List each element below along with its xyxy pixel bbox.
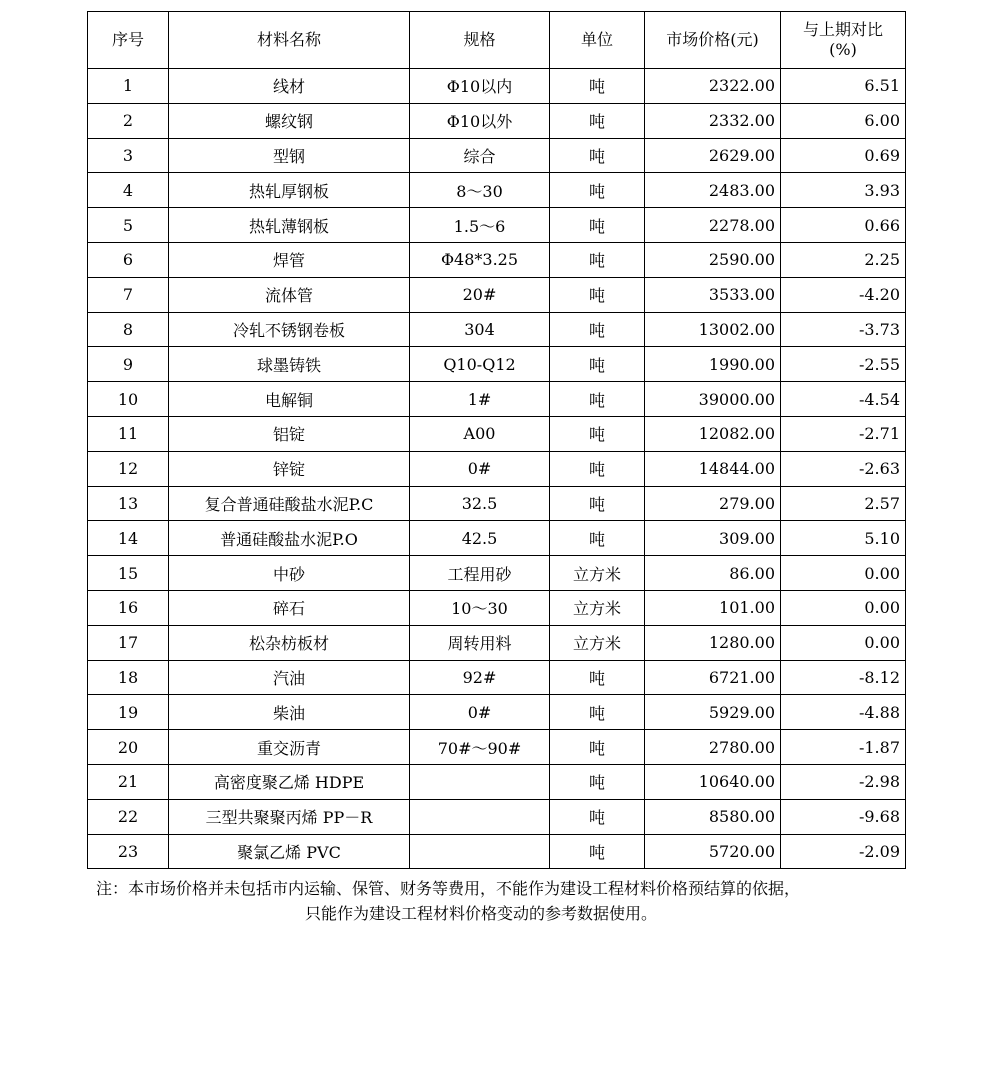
cell-unit: 吨 <box>550 764 645 799</box>
cell-material-name: 普通硅酸盐水泥P.O <box>169 521 410 556</box>
cell-unit: 吨 <box>550 382 645 417</box>
cell-unit: 立方米 <box>550 625 645 660</box>
cell-spec: 0# <box>410 451 550 486</box>
cell-unit: 吨 <box>550 521 645 556</box>
cell-unit: 吨 <box>550 486 645 521</box>
cell-material-name: 热轧薄钢板 <box>169 208 410 243</box>
header-row <box>88 12 906 69</box>
cell-spec <box>410 764 550 799</box>
cell-market-price: 10640.00 <box>645 764 781 799</box>
cell-unit: 吨 <box>550 730 645 765</box>
cell-spec <box>410 834 550 869</box>
table-row <box>88 799 906 834</box>
cell-change: -4.88 <box>781 695 906 730</box>
cell-seq: 12 <box>88 451 169 486</box>
header-unit: 单位 <box>550 12 645 69</box>
cell-unit: 吨 <box>550 208 645 243</box>
header-spec: 规格 <box>410 12 550 69</box>
cell-spec: 8～30 <box>410 173 550 208</box>
cell-spec: 70#～90# <box>410 730 550 765</box>
footnote-line2: 只能作为建设工程材料价格变动的参考数据使用。 <box>304 904 657 923</box>
header-seq: 序号 <box>88 12 169 69</box>
cell-spec: 工程用砂 <box>410 556 550 591</box>
cell-material-name: 热轧厚钢板 <box>169 173 410 208</box>
cell-material-name: 球墨铸铁 <box>169 347 410 382</box>
table-row <box>88 486 906 521</box>
cell-material-name: 螺纹钢 <box>169 103 410 138</box>
cell-material-name: 汽油 <box>169 660 410 695</box>
cell-spec: Q10-Q12 <box>410 347 550 382</box>
cell-market-price: 1990.00 <box>645 347 781 382</box>
table-row <box>88 625 906 660</box>
cell-change: -1.87 <box>781 730 906 765</box>
cell-material-name: 型钢 <box>169 138 410 173</box>
table-body <box>88 69 906 869</box>
cell-unit: 吨 <box>550 347 645 382</box>
cell-change: 0.00 <box>781 556 906 591</box>
header-change <box>781 12 906 69</box>
cell-material-name: 锌锭 <box>169 451 410 486</box>
cell-change: -2.71 <box>781 416 906 451</box>
cell-market-price: 1280.00 <box>645 625 781 660</box>
table-header <box>88 12 906 69</box>
cell-unit: 吨 <box>550 695 645 730</box>
price-table <box>87 11 906 869</box>
cell-unit: 吨 <box>550 277 645 312</box>
table-row <box>88 208 906 243</box>
cell-unit: 吨 <box>550 451 645 486</box>
cell-spec: 92# <box>410 660 550 695</box>
table-row <box>88 451 906 486</box>
cell-seq: 4 <box>88 173 169 208</box>
table-row <box>88 730 906 765</box>
cell-seq: 20 <box>88 730 169 765</box>
cell-change: -2.63 <box>781 451 906 486</box>
cell-unit: 吨 <box>550 660 645 695</box>
cell-change: 0.66 <box>781 208 906 243</box>
cell-seq: 13 <box>88 486 169 521</box>
cell-material-name: 流体管 <box>169 277 410 312</box>
cell-market-price: 2483.00 <box>645 173 781 208</box>
cell-material-name: 铝锭 <box>169 416 410 451</box>
cell-unit: 吨 <box>550 69 645 104</box>
cell-seq: 18 <box>88 660 169 695</box>
table-row <box>88 242 906 277</box>
cell-change: -8.12 <box>781 660 906 695</box>
cell-spec <box>410 799 550 834</box>
cell-seq: 21 <box>88 764 169 799</box>
cell-spec: A00 <box>410 416 550 451</box>
cell-unit: 吨 <box>550 242 645 277</box>
cell-spec: Φ48*3.25 <box>410 242 550 277</box>
cell-spec: Φ10以内 <box>410 69 550 104</box>
cell-change: -3.73 <box>781 312 906 347</box>
cell-seq: 19 <box>88 695 169 730</box>
cell-spec: 10～30 <box>410 590 550 625</box>
cell-seq: 10 <box>88 382 169 417</box>
table-row <box>88 764 906 799</box>
cell-market-price: 5720.00 <box>645 834 781 869</box>
header-change-line2: (%) <box>829 40 857 59</box>
table-row <box>88 556 906 591</box>
cell-change: -9.68 <box>781 799 906 834</box>
cell-change: -2.55 <box>781 347 906 382</box>
table-row <box>88 277 906 312</box>
table-row <box>88 312 906 347</box>
cell-material-name: 线材 <box>169 69 410 104</box>
cell-change: 3.93 <box>781 173 906 208</box>
table-row <box>88 173 906 208</box>
footnote <box>96 876 906 926</box>
cell-market-price: 2322.00 <box>645 69 781 104</box>
cell-seq: 22 <box>88 799 169 834</box>
cell-market-price: 2590.00 <box>645 242 781 277</box>
cell-spec: 周转用料 <box>410 625 550 660</box>
cell-change: 0.00 <box>781 590 906 625</box>
cell-change: 0.00 <box>781 625 906 660</box>
cell-change: 2.57 <box>781 486 906 521</box>
cell-spec: 20# <box>410 277 550 312</box>
table-row <box>88 695 906 730</box>
cell-spec: 0# <box>410 695 550 730</box>
cell-market-price: 13002.00 <box>645 312 781 347</box>
cell-change: -2.09 <box>781 834 906 869</box>
cell-unit: 吨 <box>550 799 645 834</box>
cell-market-price: 309.00 <box>645 521 781 556</box>
cell-seq: 3 <box>88 138 169 173</box>
cell-seq: 8 <box>88 312 169 347</box>
table-row <box>88 834 906 869</box>
cell-material-name: 电解铜 <box>169 382 410 417</box>
cell-unit: 吨 <box>550 173 645 208</box>
cell-change: 5.10 <box>781 521 906 556</box>
cell-spec: 42.5 <box>410 521 550 556</box>
cell-seq: 17 <box>88 625 169 660</box>
cell-material-name: 中砂 <box>169 556 410 591</box>
header-change-line1: 与上期对比 <box>802 20 883 39</box>
footnote-line1: 注：本市场价格并未包括市内运输、保管、财务等费用，不能作为建设工程材料价格预结算的依据， <box>96 879 801 898</box>
cell-seq: 7 <box>88 277 169 312</box>
cell-seq: 1 <box>88 69 169 104</box>
cell-market-price: 12082.00 <box>645 416 781 451</box>
cell-material-name: 柴油 <box>169 695 410 730</box>
cell-unit: 吨 <box>550 312 645 347</box>
cell-seq: 11 <box>88 416 169 451</box>
cell-seq: 16 <box>88 590 169 625</box>
cell-change: -4.54 <box>781 382 906 417</box>
cell-material-name: 碎石 <box>169 590 410 625</box>
cell-change: 6.00 <box>781 103 906 138</box>
cell-material-name: 聚氯乙烯 PVC <box>169 834 410 869</box>
cell-market-price: 8580.00 <box>645 799 781 834</box>
cell-seq: 15 <box>88 556 169 591</box>
table-row <box>88 660 906 695</box>
table-row <box>88 416 906 451</box>
cell-material-name: 三型共聚聚丙烯 PP－R <box>169 799 410 834</box>
cell-material-name: 重交沥青 <box>169 730 410 765</box>
table-row <box>88 382 906 417</box>
cell-spec: 32.5 <box>410 486 550 521</box>
cell-change: 6.51 <box>781 69 906 104</box>
table-row <box>88 69 906 104</box>
cell-market-price: 2629.00 <box>645 138 781 173</box>
cell-seq: 9 <box>88 347 169 382</box>
cell-spec: 1.5～6 <box>410 208 550 243</box>
cell-seq: 23 <box>88 834 169 869</box>
table-row <box>88 347 906 382</box>
table-row <box>88 521 906 556</box>
cell-change: 2.25 <box>781 242 906 277</box>
cell-seq: 14 <box>88 521 169 556</box>
cell-spec: 综合 <box>410 138 550 173</box>
cell-market-price: 101.00 <box>645 590 781 625</box>
cell-market-price: 2332.00 <box>645 103 781 138</box>
cell-material-name: 松杂枋板材 <box>169 625 410 660</box>
cell-material-name: 高密度聚乙烯 HDPE <box>169 764 410 799</box>
cell-market-price: 39000.00 <box>645 382 781 417</box>
table-row <box>88 103 906 138</box>
cell-market-price: 279.00 <box>645 486 781 521</box>
cell-spec: 304 <box>410 312 550 347</box>
cell-market-price: 5929.00 <box>645 695 781 730</box>
cell-unit: 立方米 <box>550 590 645 625</box>
cell-unit: 吨 <box>550 416 645 451</box>
cell-unit: 吨 <box>550 834 645 869</box>
cell-change: 0.69 <box>781 138 906 173</box>
cell-seq: 5 <box>88 208 169 243</box>
cell-change: -2.98 <box>781 764 906 799</box>
cell-unit: 立方米 <box>550 556 645 591</box>
cell-unit: 吨 <box>550 138 645 173</box>
cell-change: -4.20 <box>781 277 906 312</box>
cell-seq: 6 <box>88 242 169 277</box>
cell-market-price: 86.00 <box>645 556 781 591</box>
table-row <box>88 590 906 625</box>
cell-spec: 1# <box>410 382 550 417</box>
cell-unit: 吨 <box>550 103 645 138</box>
cell-material-name: 焊管 <box>169 242 410 277</box>
cell-material-name: 复合普通硅酸盐水泥P.C <box>169 486 410 521</box>
cell-market-price: 6721.00 <box>645 660 781 695</box>
table-row <box>88 138 906 173</box>
cell-market-price: 2780.00 <box>645 730 781 765</box>
cell-seq: 2 <box>88 103 169 138</box>
cell-material-name: 冷轧不锈钢卷板 <box>169 312 410 347</box>
header-market-price: 市场价格(元) <box>645 12 781 69</box>
cell-market-price: 14844.00 <box>645 451 781 486</box>
cell-spec: Φ10以外 <box>410 103 550 138</box>
header-material-name: 材料名称 <box>169 12 410 69</box>
cell-market-price: 3533.00 <box>645 277 781 312</box>
cell-market-price: 2278.00 <box>645 208 781 243</box>
